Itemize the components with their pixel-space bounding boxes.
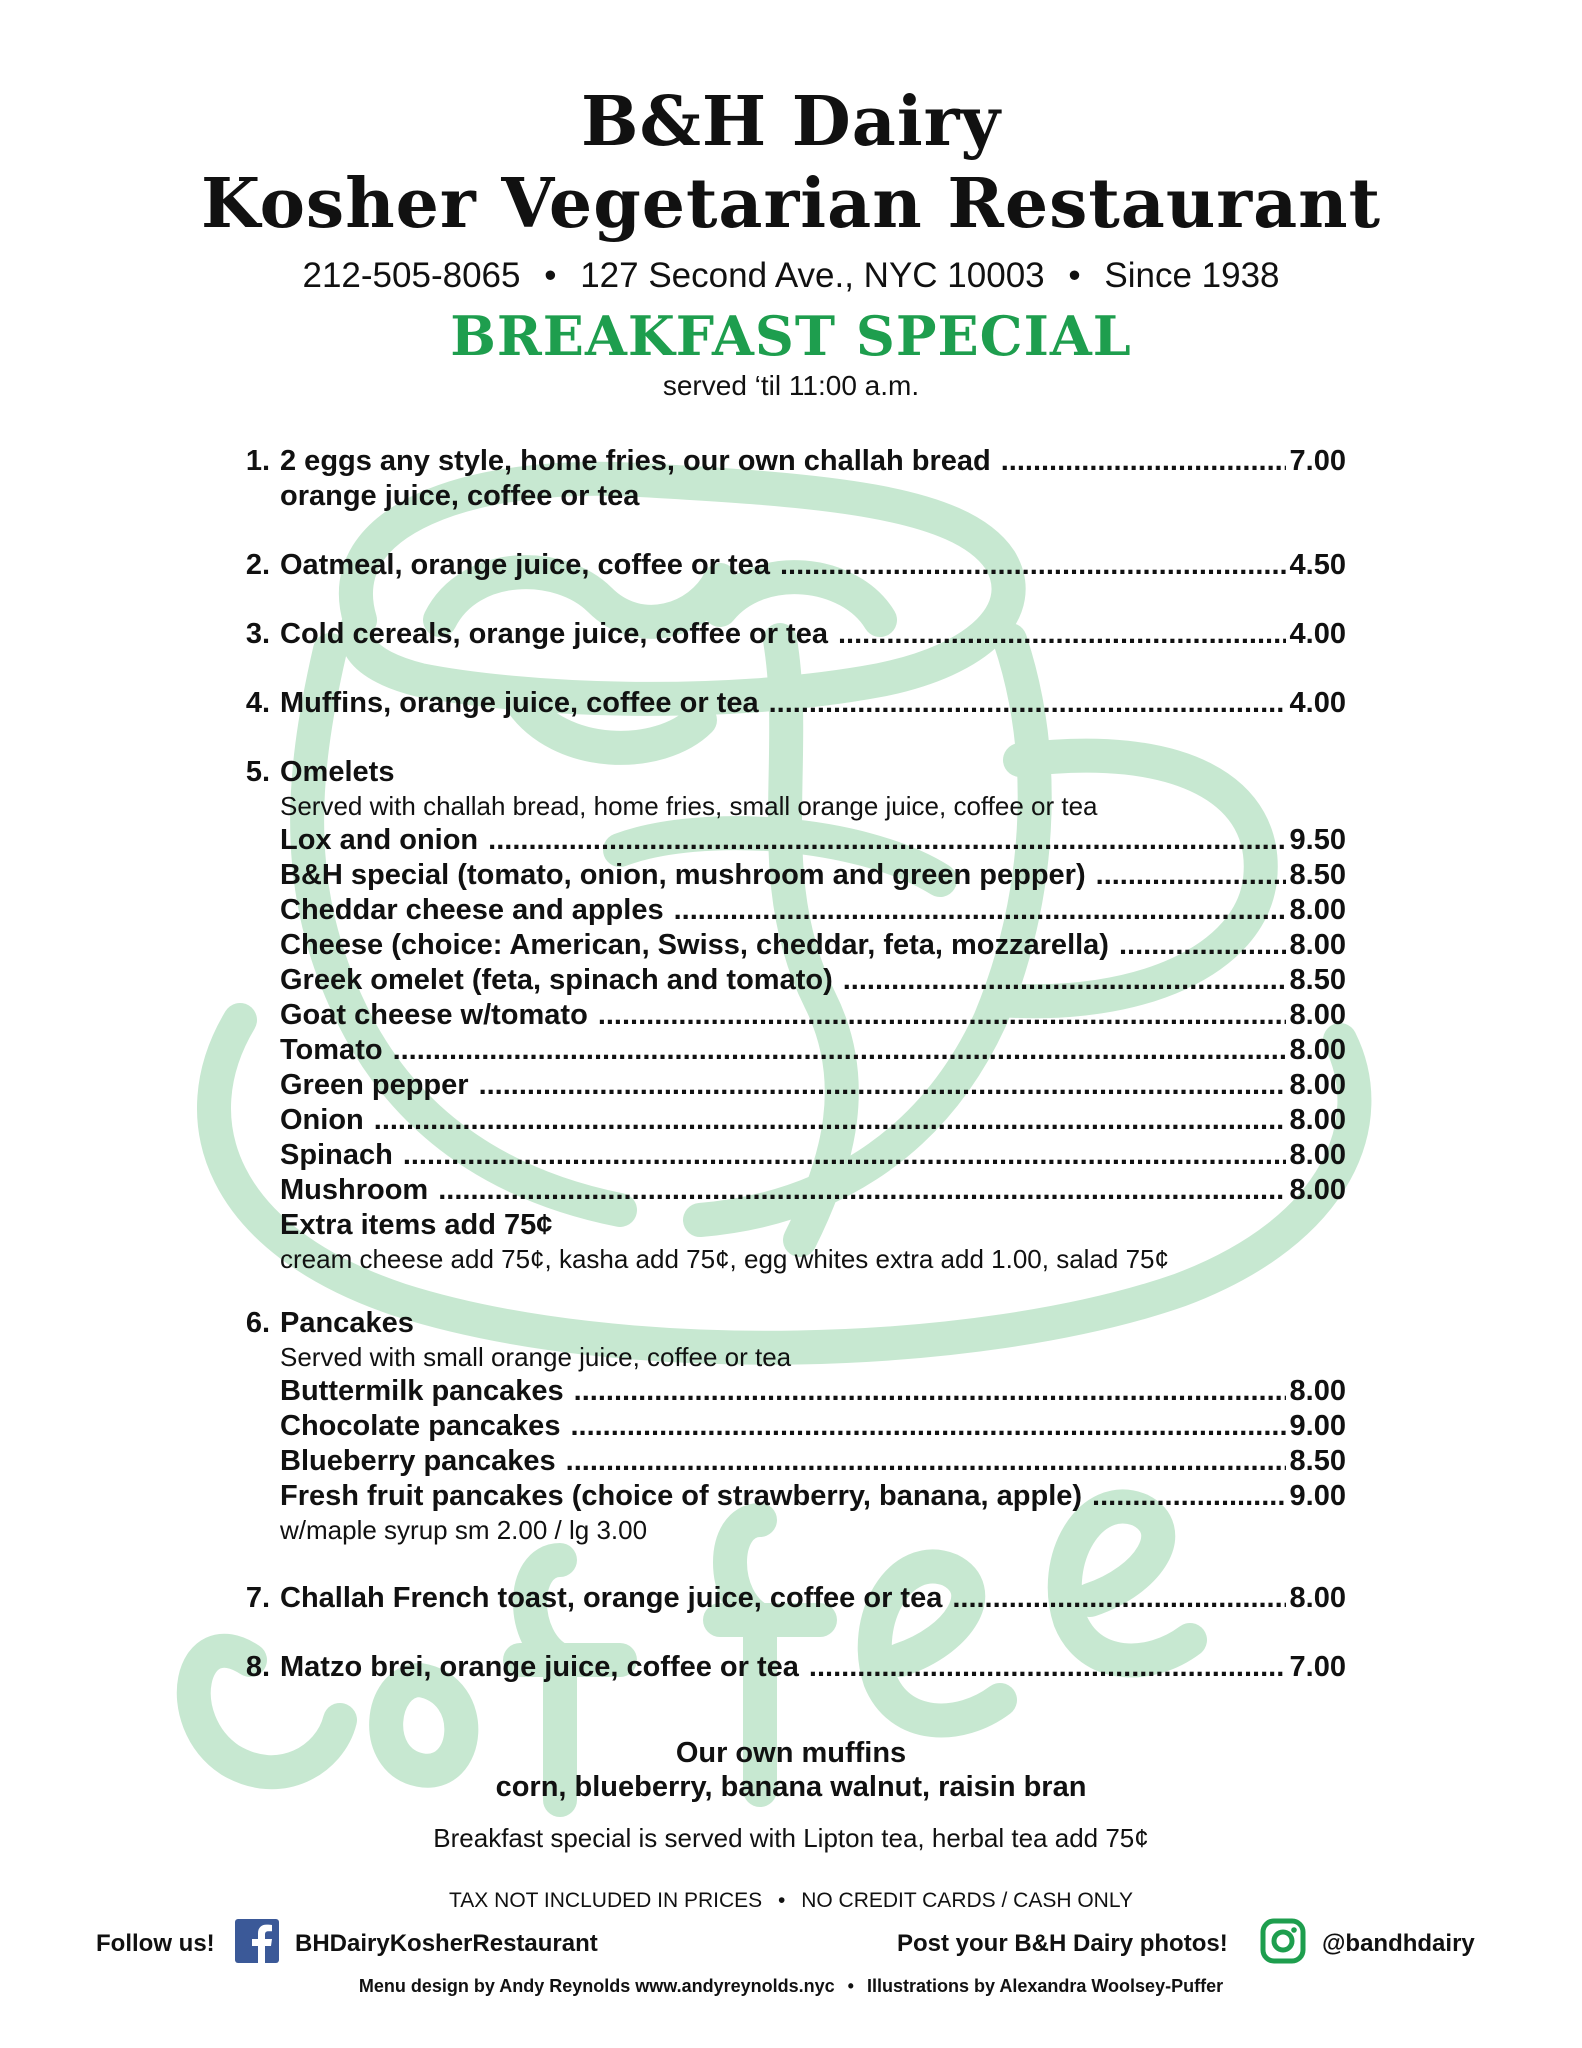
item-number: 6. [245,1307,270,1339]
dot-leader [598,998,1286,1033]
restaurant-name: B&H Dairy [581,82,1001,162]
item-price: 9.50 [1289,824,1346,856]
dot-leader [674,893,1286,928]
item-number: 3. [245,618,270,650]
muffins-heading: Our own muffins [675,1737,907,1769]
section-description: Served with challah bread, home fries, small orange juice, coffee or tea [280,791,1098,821]
item-number: 1. [245,445,270,477]
instagram-icon[interactable] [1260,1918,1306,1964]
item-name: Matzo brei, orange juice, coffee or tea [280,1651,799,1683]
social-row [0,1916,1582,1966]
item-price: 8.00 [1289,1069,1346,1101]
bullet-separator: • [777,1889,786,1912]
item-name: Greek omelet (feta, spinach and tomato) [280,964,833,996]
item-name: B&H special (tomato, onion, mushroom and green pepper) [280,859,1086,891]
menu-title: BREAKFAST SPECIAL [450,304,1132,368]
item-price: 8.50 [1289,964,1346,996]
menu-row [280,1033,1346,1068]
dot-leader [838,617,1286,652]
menu-section-pancakes [230,1306,1346,1547]
item-name: 2 eggs any style, home fries, our own challah bread [280,445,991,477]
item-name: Fresh fruit pancakes (choice of strawberry, banana, apple) [280,1480,1083,1512]
menu-item-1 [230,444,1346,514]
dot-leader [574,1374,1286,1409]
menu-row [280,1650,1346,1685]
bullet-separator: • [847,1976,854,1996]
menu-row [280,1103,1346,1138]
item-price: 9.00 [1289,1410,1346,1442]
item-price: 8.50 [1289,1445,1346,1477]
item-price: 8.50 [1289,859,1346,891]
menu-row [280,686,1346,721]
cash-only-note: NO CREDIT CARDS / CASH ONLY [801,1889,1133,1912]
menu-row [280,617,1346,652]
item-price: 4.00 [1289,618,1346,650]
dot-leader [1119,928,1286,963]
section-heading: Pancakes [280,1307,414,1339]
payment-note [0,1889,1582,1913]
menu-item-3 [230,617,1346,652]
item-price: 8.00 [1289,999,1346,1031]
dot-leader [403,1138,1286,1173]
menu-row [280,1138,1346,1173]
follow-label: Follow us! [96,1930,215,1957]
item-price: 8.00 [1289,1582,1346,1614]
menu-row [280,1173,1346,1208]
item-price: 8.00 [1289,1034,1346,1066]
item-number: 7. [245,1582,270,1614]
item-number: 4. [245,687,270,719]
instagram-handle[interactable]: @bandhdairy [1322,1930,1475,1957]
dot-leader [488,823,1285,858]
dot-leader [479,1068,1286,1103]
item-name: Cold cereals, orange juice, coffee or tea [280,618,828,650]
item-price: 7.00 [1289,445,1346,477]
dot-leader [1001,444,1286,479]
menu-row [280,823,1346,858]
menu-item-2 [230,548,1346,583]
item-note: orange juice, coffee or tea [280,480,640,512]
menu-item-7 [230,1581,1346,1616]
illustration-credit: Illustrations by Alexandra Woolsey-Puffer [867,1976,1224,1996]
item-price: 4.50 [1289,549,1346,581]
dot-leader [393,1033,1286,1068]
menu-row [280,928,1346,963]
address: 127 Second Ave., NYC 10003 [580,256,1045,295]
menu-row [280,858,1346,893]
item-name: Cheddar cheese and apples [280,894,664,926]
breakfast-menu [230,444,1346,1685]
menu-row [280,444,1346,479]
facebook-icon[interactable] [235,1919,279,1963]
menu-item-8 [230,1650,1346,1685]
item-name: Spinach [280,1139,393,1171]
section-description: Served with small orange juice, coffee or tea [280,1342,792,1372]
extras-note: cream cheese add 75¢, kasha add 75¢, egg whites extra add 1.00, salad 75¢ [280,1244,1169,1274]
bullet-separator: • [1068,256,1081,295]
tax-note: TAX NOT INCLUDED IN PRICES [449,1889,763,1912]
item-name: Goat cheese w/tomato [280,999,588,1031]
item-name: Blueberry pancakes [280,1445,556,1477]
item-name: Muffins, orange juice, coffee or tea [280,687,759,719]
syrup-note: w/maple syrup sm 2.00 / lg 3.00 [280,1515,648,1545]
menu-row [280,998,1346,1033]
contact-line [0,256,1582,296]
item-price: 8.00 [1289,1375,1346,1407]
item-name: Onion [280,1104,364,1136]
item-name: Oatmeal, orange juice, coffee or tea [280,549,770,581]
menu-row [280,1581,1346,1616]
since-year: Since 1938 [1104,256,1280,295]
extras-heading: Extra items add 75¢ [280,1209,553,1241]
dot-leader [1092,1479,1286,1514]
dot-leader [780,548,1286,583]
item-name: Mushroom [280,1174,429,1206]
dot-leader [843,963,1286,998]
menu-row [280,1479,1346,1514]
item-name: Challah French toast, orange juice, coffee or tea [280,1582,943,1614]
post-photos-label: Post your B&H Dairy photos! [897,1930,1228,1957]
dot-leader [952,1581,1285,1616]
item-name: Cheese (choice: American, Swiss, cheddar, feta, mozzarella) [280,929,1109,961]
item-price: 8.00 [1289,894,1346,926]
item-price: 7.00 [1289,1651,1346,1683]
item-number: 8. [245,1651,270,1683]
menu-row [280,1444,1346,1479]
item-name: Lox and onion [280,824,479,856]
menu-row [280,1374,1346,1409]
dot-leader [570,1409,1285,1444]
item-number: 2. [245,549,270,581]
item-price: 4.00 [1289,687,1346,719]
served-hours: served ‘til 11:00 a.m. [662,370,920,401]
menu-row [280,548,1346,583]
bullet-separator: • [544,256,557,295]
dot-leader [1096,858,1286,893]
item-name: Chocolate pancakes [280,1410,561,1442]
dot-leader [769,686,1286,721]
dot-leader [374,1103,1286,1138]
credits-line [0,1976,1582,1997]
menu-row [280,1409,1346,1444]
tea-note: Breakfast special is served with Lipton tea, herbal tea add 75¢ [433,1823,1149,1853]
item-price: 9.00 [1289,1480,1346,1512]
item-price: 8.00 [1289,1174,1346,1206]
item-name: Green pepper [280,1069,469,1101]
menu-row [280,1068,1346,1103]
restaurant-subtitle: Kosher Vegetarian Restaurant [200,164,1382,244]
item-price: 8.00 [1289,929,1346,961]
item-price: 8.00 [1289,1139,1346,1171]
facebook-handle[interactable]: BHDairyKosherRestaurant [295,1930,598,1957]
section-heading: Omelets [280,756,395,788]
menu-row [280,963,1346,998]
muffins-list: corn, blueberry, banana walnut, raisin bran [495,1771,1087,1803]
design-credit: Menu design by Andy Reynolds www.andyreynolds.nyc [358,1976,835,1996]
phone-number[interactable]: 212-505-8065 [302,256,521,295]
item-name: Tomato [280,1034,383,1066]
menu-section-omelets [230,755,1346,1276]
dot-leader [566,1444,1286,1479]
dot-leader [809,1650,1286,1685]
menu-row [280,893,1346,928]
item-number: 5. [245,756,270,788]
dot-leader [438,1173,1285,1208]
item-name: Buttermilk pancakes [280,1375,564,1407]
menu-item-4 [230,686,1346,721]
item-price: 8.00 [1289,1104,1346,1136]
